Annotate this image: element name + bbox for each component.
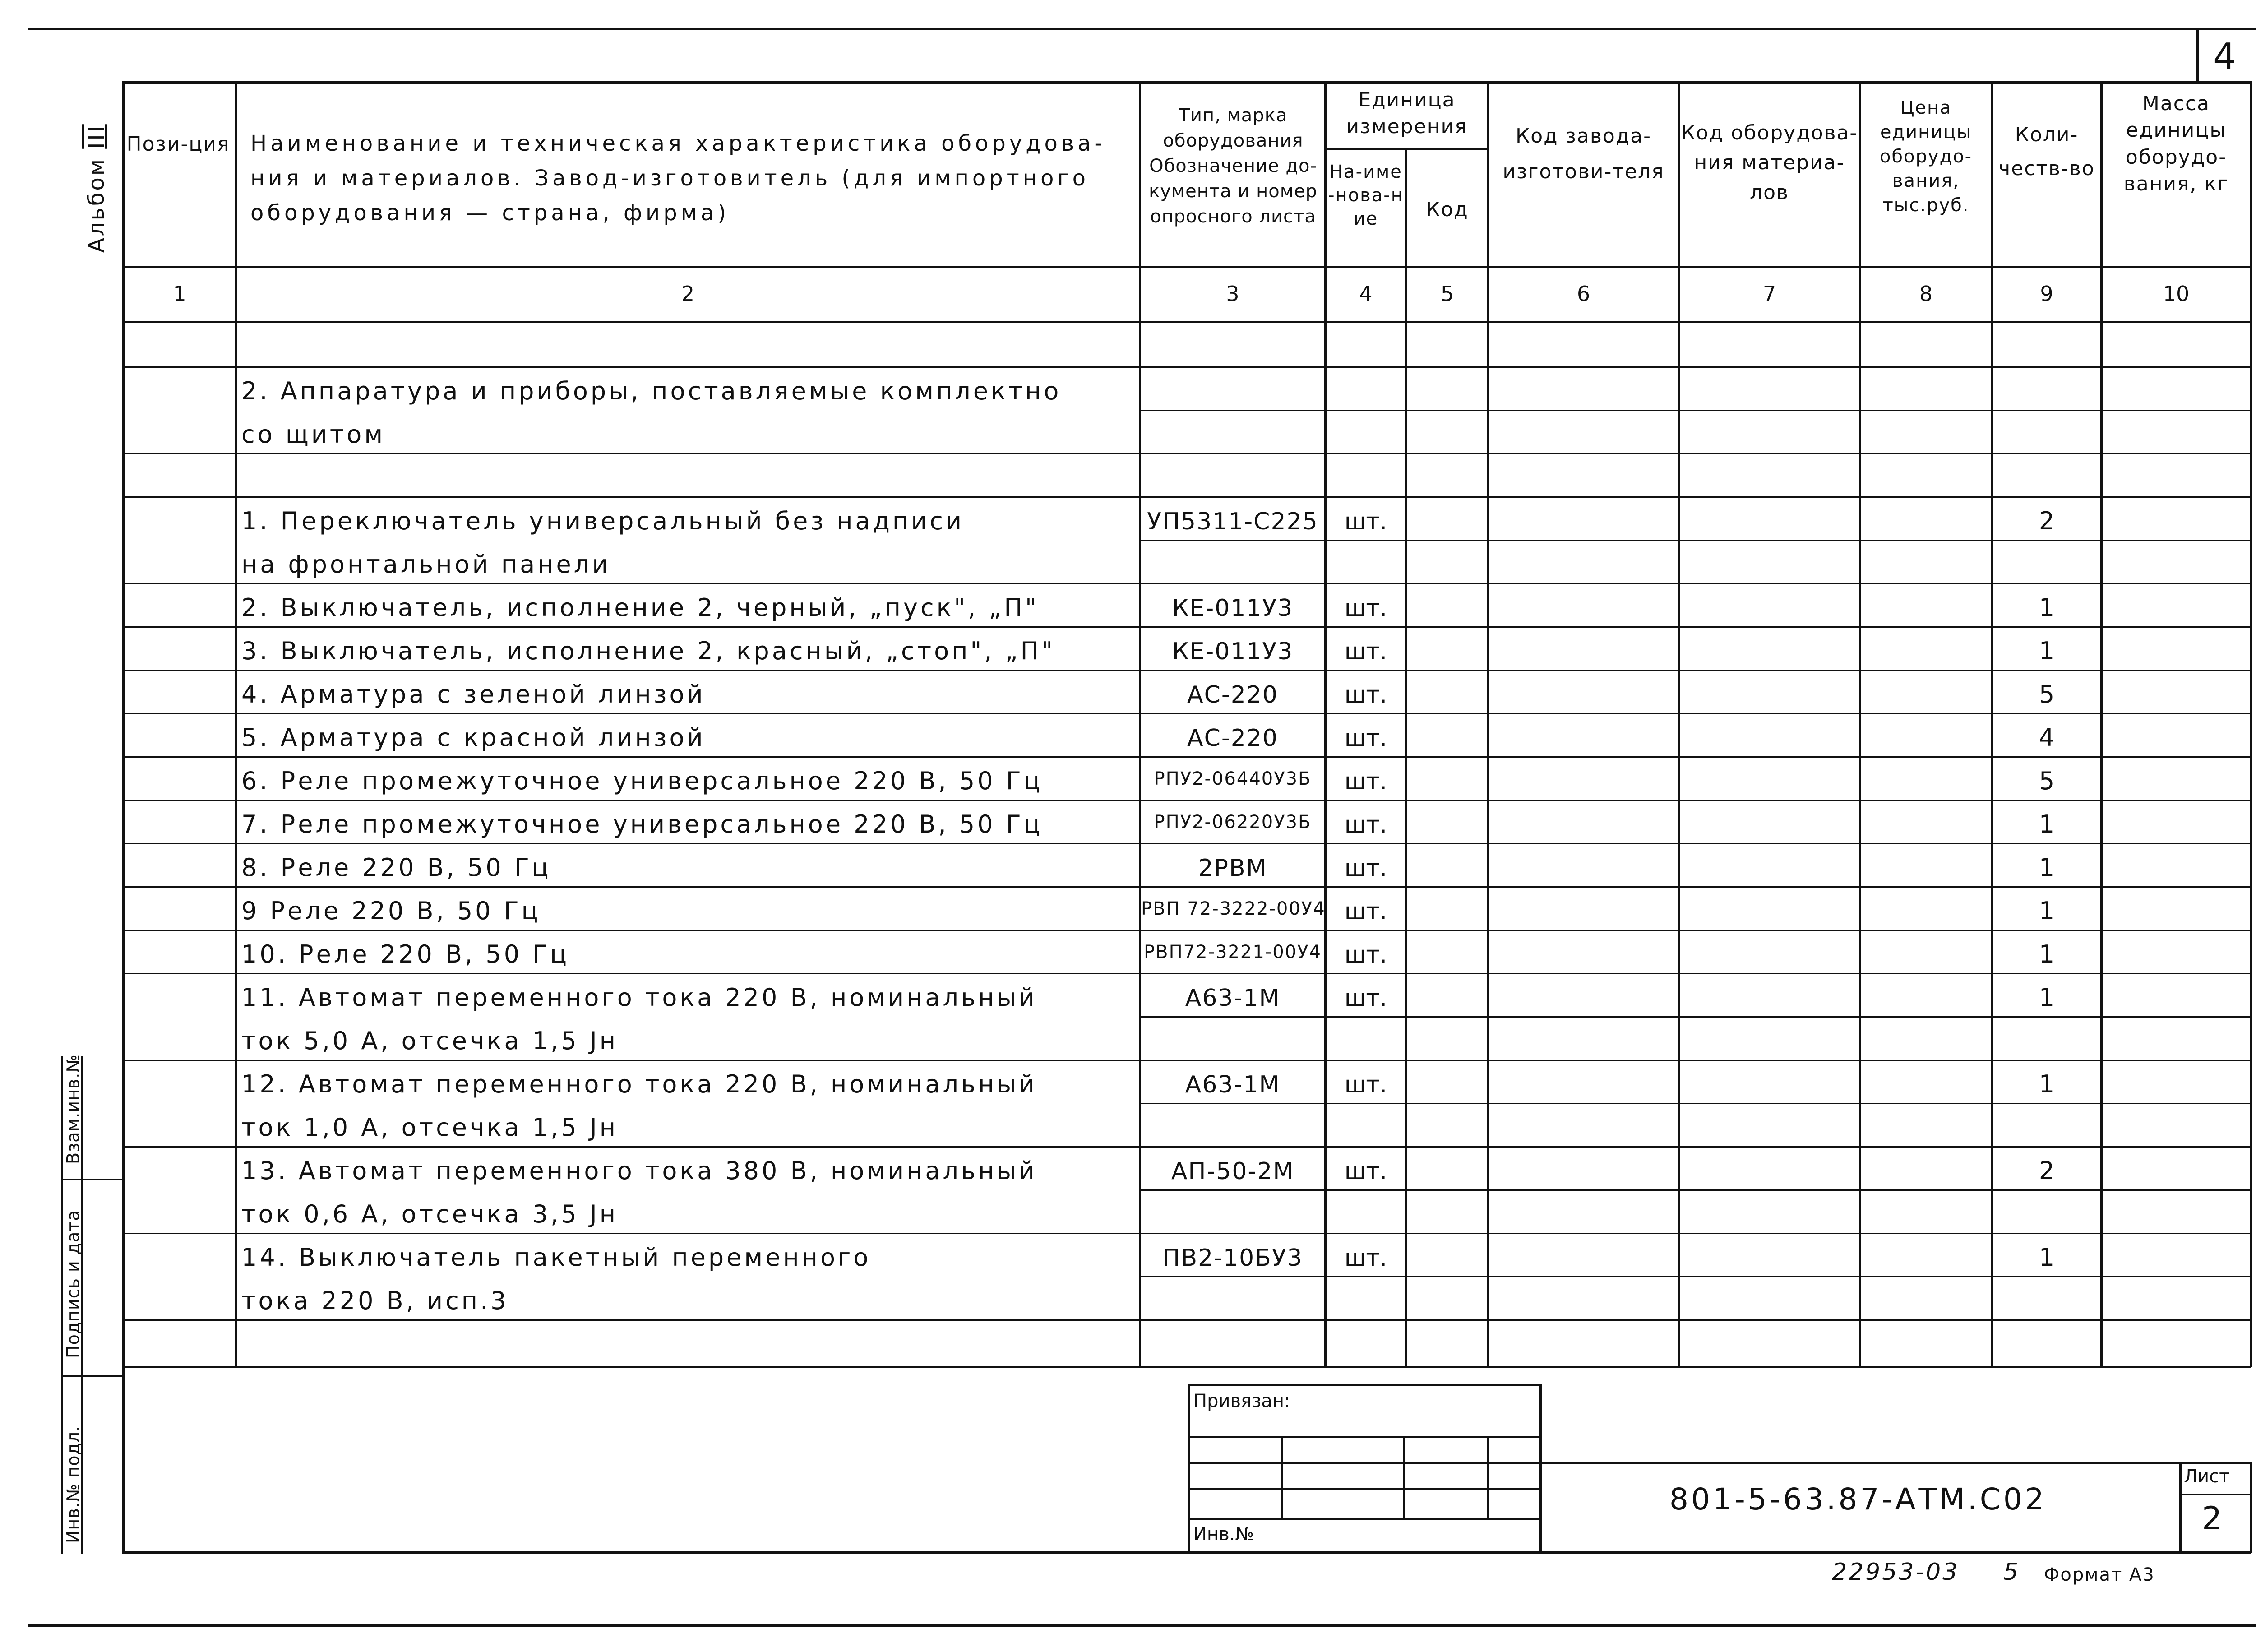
table-row [0,800,2256,843]
row-quantity: 1 [2039,593,2055,622]
header-tip-marka: Тип, марка оборудования Обозначение до-кумента и номер опросного листа [1149,105,1318,227]
row-name: 11. Автомат переменного тока 220 В, номинальный [241,983,1037,1012]
table-row [0,843,2256,886]
table-row [0,1103,2256,1146]
code-block-list-sep [2179,1494,2251,1495]
row-type: АП-50-2М [1171,1158,1294,1185]
stamp-inv-no: Инв.№ [1193,1524,1254,1545]
table-top-line [122,81,2251,84]
colnum-10: 10 [2163,282,2190,306]
table-row [0,1060,2256,1103]
list-label: Лист [2184,1466,2230,1487]
row-name: ток 0,6 А, отсечка 3,5 Jн [241,1200,619,1228]
margin-sep-2 [61,1375,122,1377]
stamp-top [1189,1384,1541,1386]
row-quantity: 1 [2039,940,2055,968]
colnum-2: 2 [681,282,695,306]
row-name: 14. Выключатель пакетный переменного [241,1243,871,1272]
header-tsena: Цена единицы оборудо-вания, тыс.руб. [1879,97,1973,216]
table-row [0,540,2256,583]
table-row [0,453,2256,496]
row-quantity: 1 [2039,853,2055,882]
header-edinitsa: Единица измерения [1346,88,1468,139]
stamp-right [1539,1384,1542,1554]
list-number: 2 [2202,1500,2222,1537]
table-bottom-line [122,1551,2251,1554]
row-type: АС-220 [1187,725,1278,752]
row-quantity: 1 [2039,637,2055,665]
row-name: 3. Выключатель, исполнение 2, красный, „стоп", „П" [241,637,1056,665]
stamp-privyazan: Привязан: [1193,1391,1290,1411]
row-quantity: 1 [2039,1070,2055,1098]
row-unit: шт. [1344,595,1387,622]
archive-number: 22953-03 [1832,1559,1960,1586]
table-row [0,1233,2256,1276]
colnum-3: 3 [1226,282,1239,306]
row-type: КЕ-011У3 [1172,595,1294,622]
row-type: РВП 72-3222-00У4 [1141,898,1326,919]
table-row [0,366,2256,410]
header-naimenovanie: Наименование и техническая характеристика оборудова-ния и материалов. Завод-изготовитель (для импортного оборудования — страна, фирма) [250,131,1106,226]
table-row [0,410,2256,453]
colnum-1: 1 [173,282,186,306]
stamp-col-3 [1487,1436,1489,1520]
row-quantity: 1 [2039,897,2055,925]
header-pozitsiya: Пози-ция [126,133,230,156]
album-label: Альбом III [84,124,109,253]
outer-bottom-line [28,1624,2256,1627]
row-type: А63-1М [1185,1071,1281,1098]
format-label: Формат А3 [2044,1564,2155,1585]
colnum-9: 9 [2040,282,2053,306]
row-type: КЕ-011У3 [1172,638,1294,665]
code-block-right [2250,1462,2252,1553]
row-type: УП5311-С225 [1147,508,1318,535]
row-quantity: 5 [2039,767,2055,795]
row-type: РПУ2-06220У3Б [1154,812,1312,833]
table-row [0,626,2256,670]
stamp-col-2 [1403,1436,1405,1520]
row-type: 2РВМ [1198,855,1267,882]
header-massa: Масса единицы оборудо-вания, кг [2123,92,2229,196]
colnum-8: 8 [1919,282,1933,306]
header-kod-zavoda: Код завода-изготови-теля [1502,125,1664,184]
row-quantity: 1 [2039,1243,2055,1272]
row-unit: шт. [1344,725,1387,752]
row-unit: шт. [1344,811,1387,838]
row-quantity: 2 [2039,1157,2055,1185]
table-row [0,1146,2256,1189]
row-name: 2. Аппаратура и приборы, поставляемые комплектно [241,377,1062,405]
colnum-4: 4 [1359,282,1373,306]
row-name: тока 220 В, исп.3 [241,1286,509,1315]
inv-podl-label: Инв.№ подл. [63,1425,83,1543]
row-type: ПВ2-10БУ3 [1162,1245,1303,1272]
row-name: на фронтальной панели [241,550,611,578]
row-quantity: 1 [2039,983,2055,1012]
row-unit: шт. [1344,1158,1387,1185]
stamp-left [1188,1384,1190,1554]
row-unit: шт. [1344,508,1387,535]
table-row [0,670,2256,713]
body-bottom-line [122,1366,2251,1368]
row-quantity: 4 [2039,723,2055,752]
header-kod-ed: Код [1426,198,1469,221]
pagebox-left [2196,29,2199,83]
table-row [0,323,2256,366]
archive-sheet: 5 [2003,1559,2019,1586]
header-naimenovanie-ed: На-име-нова-ние [1328,162,1404,229]
row-name: со щитом [241,420,386,449]
colnum-6: 6 [1576,282,1590,306]
row-unit: шт. [1344,855,1387,882]
row-unit: шт. [1344,898,1387,925]
row-type: РВП72-3221-00У4 [1144,942,1322,963]
table-row [0,713,2256,756]
table-row [0,1276,2256,1319]
row-unit: шт. [1344,768,1387,795]
table-row [0,1016,2256,1060]
row-name: 6. Реле промежуточное универсальное 220 В, 50 Гц [241,767,1043,795]
row-type: А63-1М [1185,985,1281,1012]
row-quantity: 2 [2039,507,2055,535]
code-block-top [1541,1462,2251,1464]
header-bottom-line [122,266,2251,268]
row-type: АС-220 [1187,681,1278,708]
row-unit: шт. [1344,941,1387,968]
row-unit: шт. [1344,985,1387,1012]
stamp-col-1 [1281,1436,1283,1520]
table-row [0,583,2256,626]
row-unit: шт. [1344,1071,1387,1098]
row-name: 8. Реле 220 В, 50 Гц [241,853,551,882]
colnum-5: 5 [1440,282,1454,306]
row-name: 2. Выключатель, исполнение 2, черный, „пуск", „П" [241,593,1039,622]
outer-top-line [28,28,2256,30]
row-unit: шт. [1344,681,1387,708]
podpis-data-label: Подпись и дата [63,1210,83,1358]
table-row [0,1189,2256,1233]
document-code: 801-5-63.87-АТМ.С02 [1669,1482,2047,1517]
table-row [0,973,2256,1016]
row-name: ток 1,0 А, отсечка 1,5 Jн [241,1113,619,1142]
margin-sep-1 [61,1179,122,1180]
table-row [0,930,2256,973]
row-quantity: 5 [2039,680,2055,708]
row-unit: шт. [1344,638,1387,665]
row-name: 10. Реле 220 В, 50 Гц [241,940,569,968]
row-name: 5. Арматура с красной линзой [241,723,706,752]
row-name: ток 5,0 А, отсечка 1,5 Jн [241,1027,619,1055]
header-kod-oborudovaniya: Код оборудова-ния материа-лов [1681,121,1858,204]
row-name: 9 Реле 220 В, 50 Гц [241,897,541,925]
table-row [0,1319,2256,1363]
row-quantity: 1 [2039,810,2055,838]
page-number: 4 [2213,36,2236,78]
vzam-inv-label: Взам.инв.№ [63,1054,83,1164]
code-block-list-left [2179,1462,2182,1553]
row-name: 12. Автомат переменного тока 220 В, номинальный [241,1070,1037,1098]
header-kolichestvo: Коли-честв-во [1998,123,2095,180]
row-name: 13. Автомат переменного тока 380 В, номинальный [241,1157,1037,1185]
table-row [0,756,2256,800]
row-type: РПУ2-06440У3Б [1154,768,1312,789]
table-row [0,496,2256,540]
colnum-7: 7 [1762,282,1776,306]
table-row [0,886,2256,930]
row-name: 7. Реле промежуточное универсальное 220 В, 50 Гц [241,810,1043,838]
row-name: 4. Арматура с зеленой линзой [241,680,706,708]
row-name: 1. Переключатель универсальный без надписи [241,507,965,535]
row-unit: шт. [1344,1245,1387,1272]
